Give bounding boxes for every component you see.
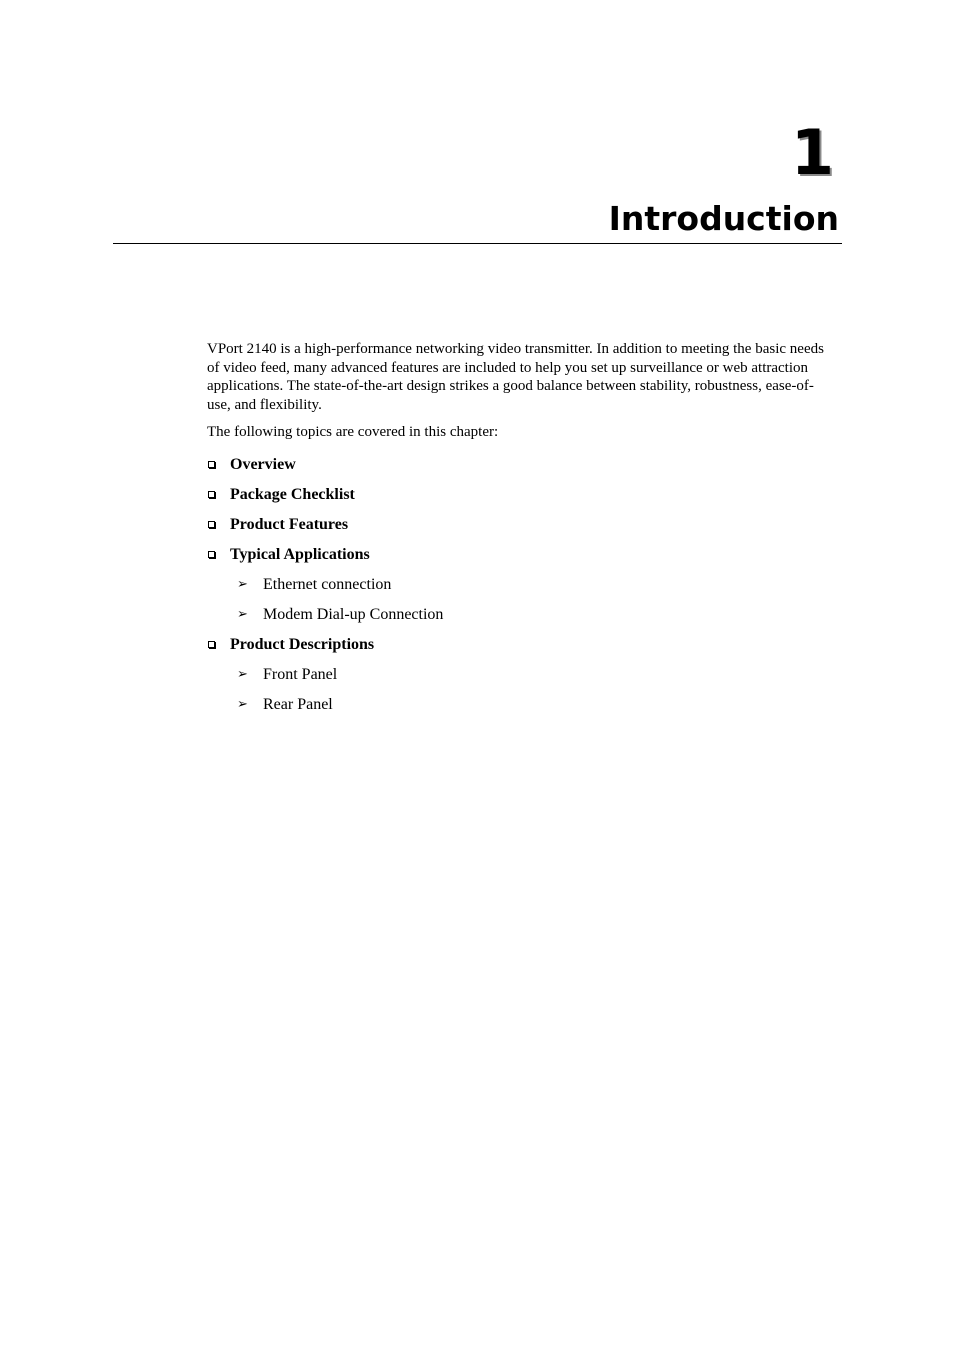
topic-list (207, 450, 837, 720)
chapter-content (207, 340, 837, 720)
topic-label: Overview (230, 455, 296, 473)
topic-item-typical-applications (207, 540, 837, 630)
checkbox-icon (208, 491, 215, 498)
subtopic-item (237, 570, 837, 600)
subtopic-label: Front Panel (263, 665, 338, 683)
subtopic-item (237, 690, 837, 720)
subtopic-list (237, 570, 837, 630)
topic-label: Package Checklist (230, 485, 355, 503)
subtopic-item (237, 600, 837, 630)
topics-lead-in: The following topics are covered in this chapter: (207, 424, 499, 440)
subtopic-label: Modem Dial-up Connection (263, 605, 444, 623)
subtopic-label: Ethernet connection (263, 575, 392, 593)
chapter-number: 1 (790, 116, 834, 189)
arrowhead-icon: ➢ (237, 606, 248, 622)
arrowhead-icon: ➢ (237, 696, 248, 712)
topic-label: Product Features (230, 515, 349, 533)
checkbox-icon (208, 521, 215, 528)
subtopic-label: Rear Panel (263, 695, 333, 713)
topic-label: Typical Applications (230, 545, 370, 563)
checkbox-icon (208, 461, 215, 468)
intro-paragraph: VPort 2140 is a high-performance networking video transmitter. In addition to meeting the basic needs of video feed, many advanced features are included to help you set up surveillance or web attraction applications. The state-of-the-art design strikes a good balance between stability, robustness, ease-of-use, and flexibility. (207, 341, 824, 413)
subtopic-item (237, 660, 837, 690)
chapter-title: Introduction (608, 199, 839, 238)
arrowhead-icon: ➢ (237, 576, 248, 592)
title-divider (113, 243, 842, 244)
subtopic-list (237, 660, 837, 720)
checkbox-icon (208, 551, 215, 558)
topic-item-overview (207, 450, 837, 480)
topic-item-package-checklist (207, 480, 837, 510)
checkbox-icon (208, 641, 215, 648)
topic-item-product-features (207, 510, 837, 540)
arrowhead-icon: ➢ (237, 666, 248, 682)
topic-item-product-descriptions (207, 630, 837, 720)
topic-label: Product Descriptions (230, 635, 375, 653)
